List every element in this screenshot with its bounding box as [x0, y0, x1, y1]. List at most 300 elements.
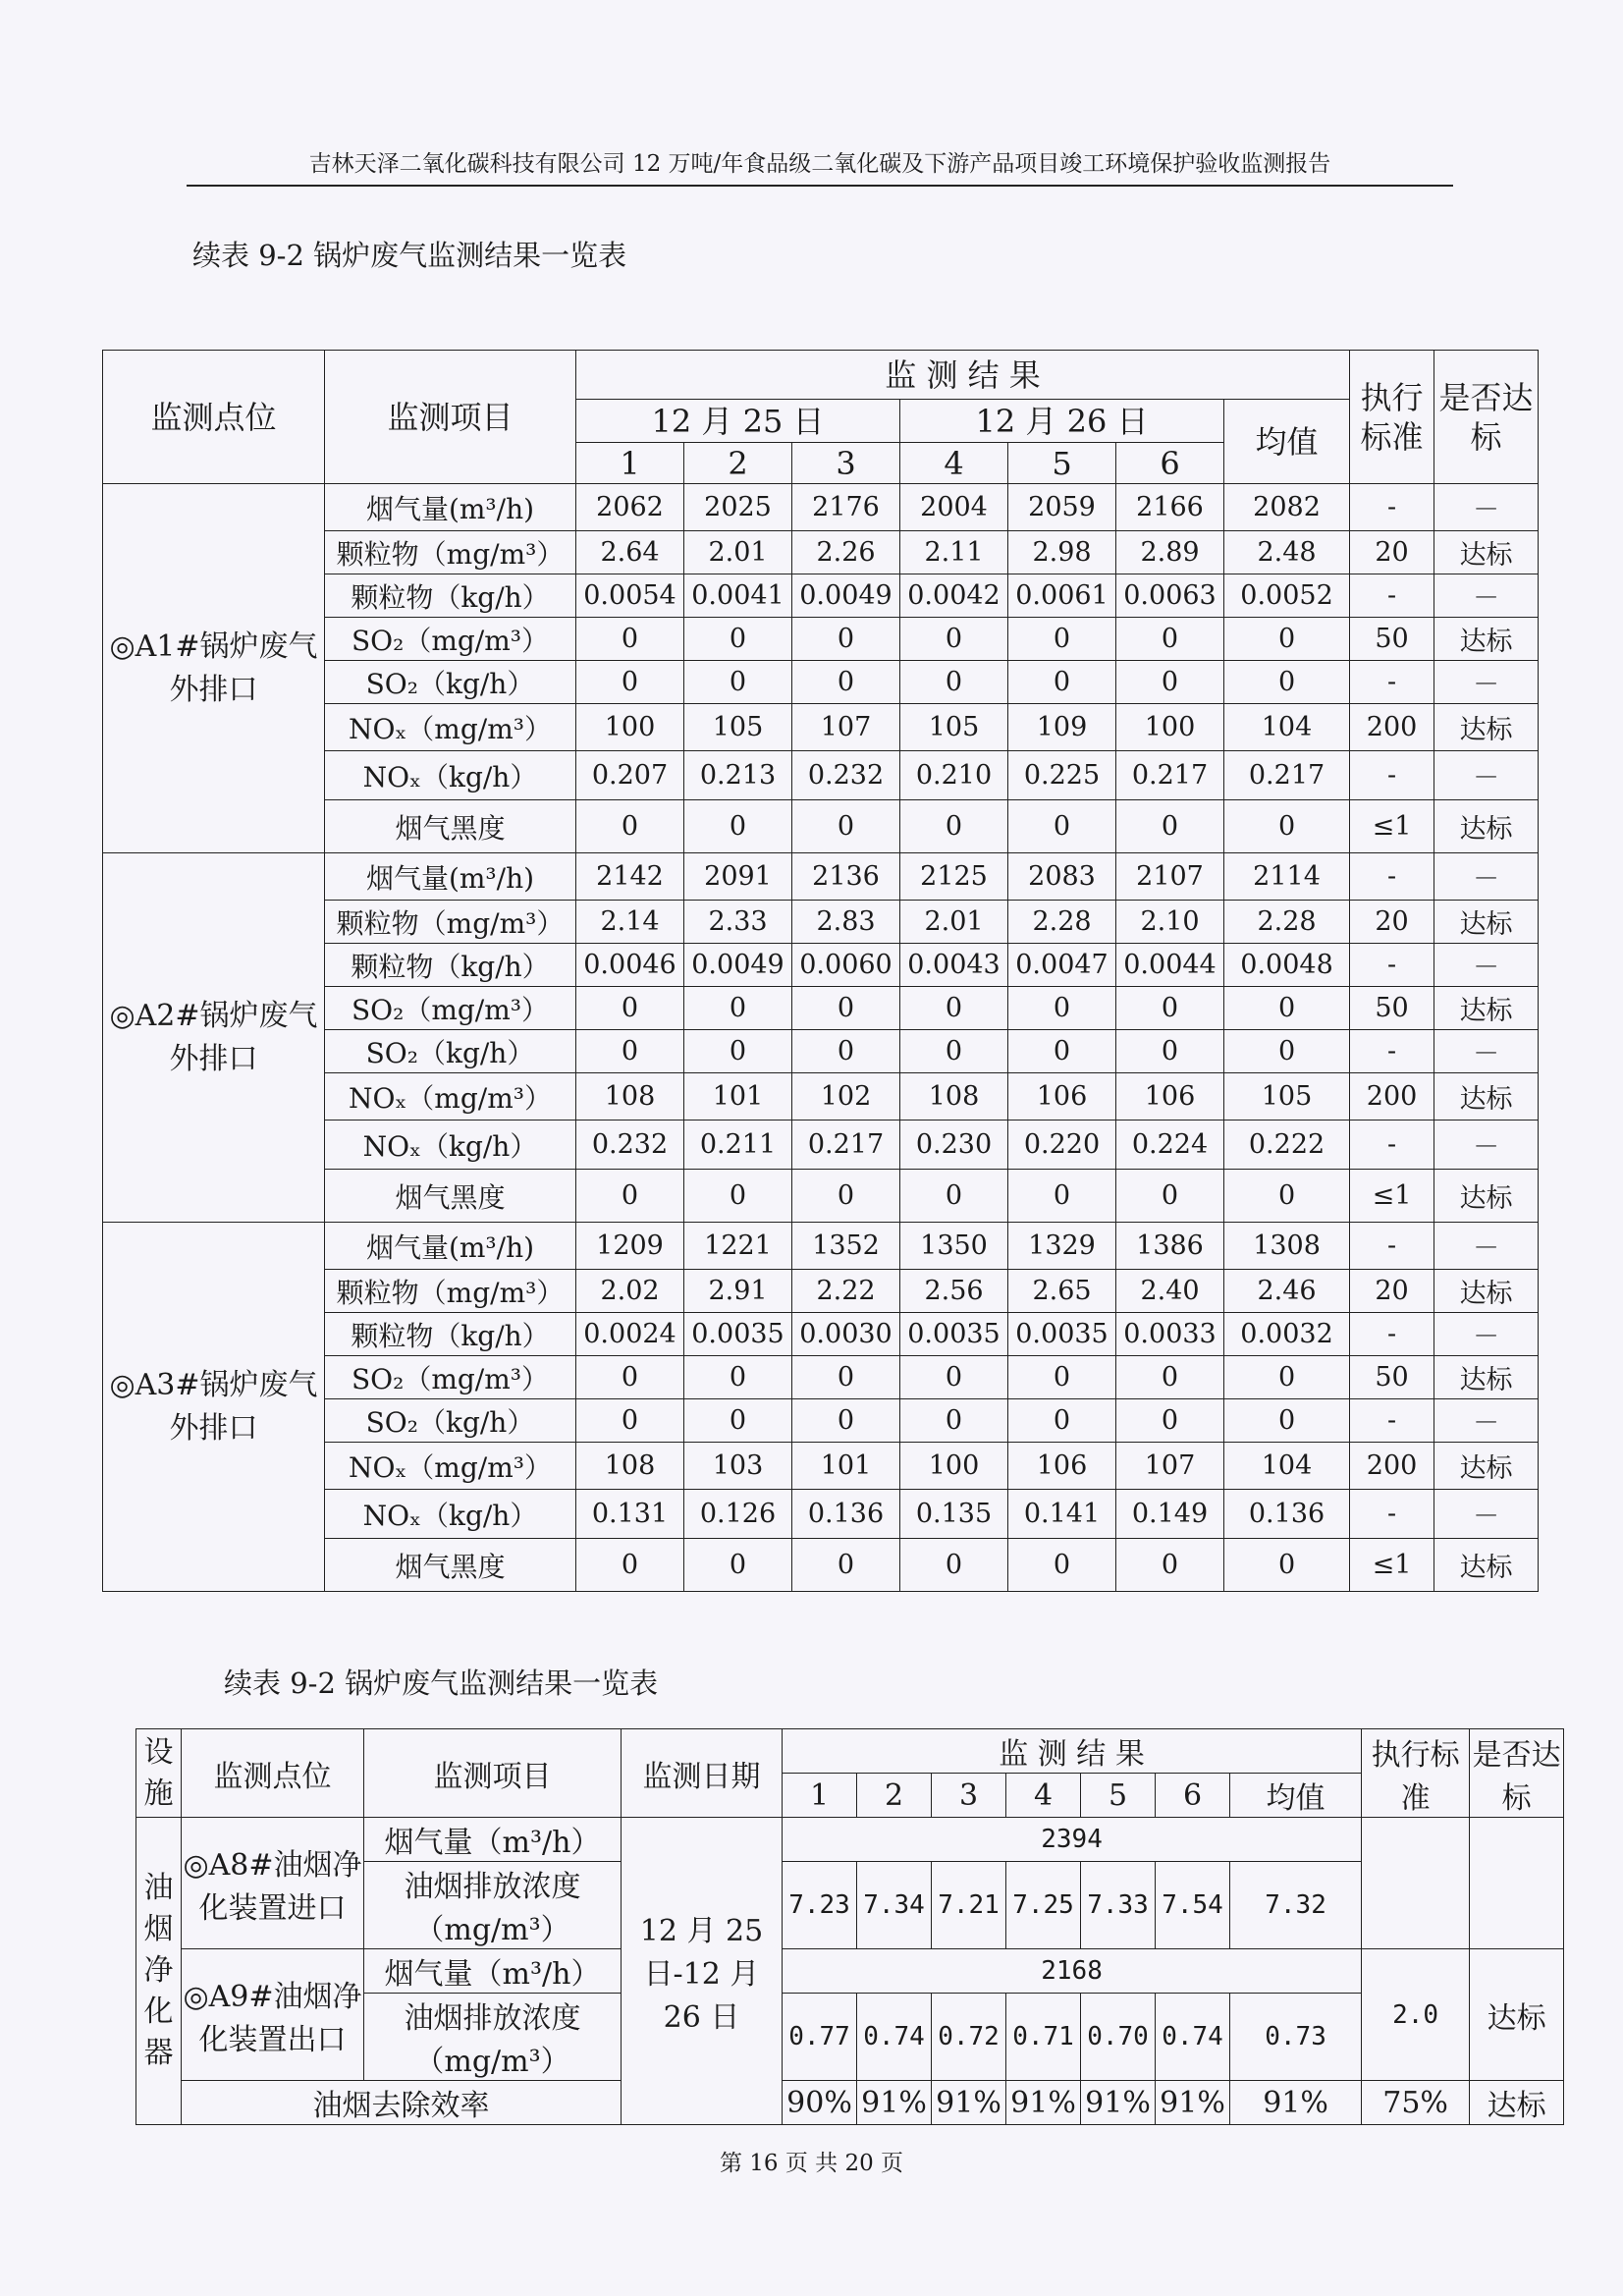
measured-value: 0.0049 — [684, 944, 792, 987]
measured-value: 0 — [792, 987, 900, 1030]
efficiency-value: 91% — [1081, 2081, 1156, 2125]
average-value: 0 — [1224, 1356, 1350, 1399]
measured-value: 1350 — [900, 1223, 1008, 1270]
monitoring-dates: 12 月 25 日-12 月 26 日 — [622, 1818, 783, 2125]
measured-value: 107 — [1116, 1443, 1224, 1490]
measured-value: 0.0035 — [1008, 1313, 1116, 1356]
average-value: 0.217 — [1224, 751, 1350, 800]
measured-value: 2.83 — [792, 901, 900, 944]
inlet-site: ◎A8#油烟净化装置进口 — [182, 1818, 364, 1949]
monitoring-item: 烟气黑度 — [325, 1539, 576, 1592]
measured-value: 2176 — [792, 484, 900, 531]
measured-value: 2.98 — [1008, 531, 1116, 574]
standard-value: ≤1 — [1350, 800, 1434, 853]
average-value: 104 — [1224, 704, 1350, 751]
measured-value: 0.210 — [900, 751, 1008, 800]
measured-value: 0.149 — [1116, 1490, 1224, 1539]
average-value: 2.28 — [1224, 901, 1350, 944]
standard-value: - — [1350, 1313, 1434, 1356]
header-results: 监 测 结 果 — [783, 1729, 1362, 1774]
measured-value: 0 — [792, 1356, 900, 1399]
average-value: 0 — [1224, 800, 1350, 853]
header-run: 1 — [576, 443, 684, 484]
measured-value: 0 — [684, 1539, 792, 1592]
monitoring-item: SO₂（kg/h） — [325, 1030, 576, 1073]
facility-name: 油烟净化器 — [136, 1818, 182, 2125]
outlet-value: 0.77 — [783, 1994, 857, 2081]
measured-value: 0 — [900, 618, 1008, 661]
compliance-status: － — [1434, 1030, 1539, 1073]
standard-value: - — [1350, 1223, 1434, 1270]
measured-value: 102 — [792, 1073, 900, 1121]
compliance-status: － — [1434, 661, 1539, 704]
monitoring-site: ◎A3#锅炉废气外排口 — [103, 1223, 325, 1592]
measured-value: 2166 — [1116, 484, 1224, 531]
header-date: 监测日期 — [622, 1729, 783, 1818]
standard-value: 50 — [1350, 1356, 1434, 1399]
measured-value: 0 — [1008, 618, 1116, 661]
compliance-status: 达标 — [1434, 901, 1539, 944]
measured-value: 0 — [792, 618, 900, 661]
average-value: 1308 — [1224, 1223, 1350, 1270]
standard-value: - — [1350, 1490, 1434, 1539]
measured-value: 108 — [576, 1443, 684, 1490]
measured-value: 0 — [792, 1030, 900, 1073]
measured-value: 103 — [684, 1443, 792, 1490]
outlet-value: 0.74 — [857, 1994, 932, 2081]
header-run: 6 — [1116, 443, 1224, 484]
monitoring-item: 颗粒物（kg/h） — [325, 574, 576, 618]
compliance-status: 达标 — [1434, 1270, 1539, 1313]
measured-value: 100 — [576, 704, 684, 751]
measured-value: 0.232 — [792, 751, 900, 800]
standard-value: - — [1350, 484, 1434, 531]
monitoring-site: ◎A2#锅炉废气外排口 — [103, 853, 325, 1223]
compliance-status: 达标 — [1434, 1170, 1539, 1223]
table2-caption: 续表 9-2 锅炉废气监测结果一览表 — [224, 1667, 659, 1700]
header-run: 1 — [783, 1774, 857, 1818]
monitoring-item: NOₓ（kg/h） — [325, 1490, 576, 1539]
measured-value: 0 — [900, 1030, 1008, 1073]
measured-value: 0 — [792, 1399, 900, 1443]
measured-value: 101 — [684, 1073, 792, 1121]
compliance-status: 达标 — [1434, 987, 1539, 1030]
measured-value: 0 — [1116, 1170, 1224, 1223]
header-facility: 设施 — [136, 1729, 182, 1818]
measured-value: 0.220 — [1008, 1121, 1116, 1170]
average-value: 0 — [1224, 618, 1350, 661]
standard-value: - — [1350, 1399, 1434, 1443]
measured-value: 0 — [792, 800, 900, 853]
measured-value: 100 — [900, 1443, 1008, 1490]
measured-value: 0.207 — [576, 751, 684, 800]
compliance-status: 达标 — [1434, 800, 1539, 853]
measured-value: 0 — [1116, 661, 1224, 704]
standard-value: - — [1350, 1030, 1434, 1073]
average-value: 105 — [1224, 1073, 1350, 1121]
efficiency-value: 91% — [1156, 2081, 1230, 2125]
measured-value: 0 — [792, 1539, 900, 1592]
measured-value: 0 — [1008, 1399, 1116, 1443]
measured-value: 0 — [576, 1030, 684, 1073]
measured-value: 107 — [792, 704, 900, 751]
measured-value: 2083 — [1008, 853, 1116, 901]
measured-value: 0.0041 — [684, 574, 792, 618]
measured-value: 2.40 — [1116, 1270, 1224, 1313]
monitoring-site: ◎A1#锅炉废气外排口 — [103, 484, 325, 853]
page-number: 第 16 页 共 20 页 — [719, 2151, 904, 2176]
monitoring-item: 烟气量(m³/h) — [325, 484, 576, 531]
outlet-flow-item: 烟气量（m³/h） — [364, 1949, 622, 1994]
measured-value: 0 — [684, 1356, 792, 1399]
standard-value: 50 — [1350, 987, 1434, 1030]
inlet-flow-item: 烟气量（m³/h） — [364, 1818, 622, 1862]
inlet-value: 7.33 — [1081, 1862, 1156, 1949]
outlet-value: 0.74 — [1156, 1994, 1230, 2081]
measured-value: 0 — [684, 1030, 792, 1073]
standard-value: 20 — [1350, 531, 1434, 574]
measured-value: 0 — [576, 800, 684, 853]
measured-value: 0.0030 — [792, 1313, 900, 1356]
measured-value: 0.225 — [1008, 751, 1116, 800]
monitoring-item: 烟气量(m³/h) — [325, 853, 576, 901]
average-value: 0 — [1224, 1170, 1350, 1223]
inlet-conc-item: 油烟排放浓度（mg/m³） — [364, 1862, 622, 1949]
standard-value: - — [1350, 944, 1434, 987]
measured-value: 0 — [576, 987, 684, 1030]
measured-value: 0 — [576, 661, 684, 704]
standard-value: 200 — [1350, 1073, 1434, 1121]
measured-value: 0.0060 — [792, 944, 900, 987]
outlet-flow-value: 2168 — [783, 1949, 1362, 1994]
measured-value: 0.136 — [792, 1490, 900, 1539]
compliance-status: － — [1434, 1490, 1539, 1539]
measured-value: 0.224 — [1116, 1121, 1224, 1170]
measured-value: 2004 — [900, 484, 1008, 531]
header-item: 监测项目 — [364, 1729, 622, 1818]
inlet-value: 7.23 — [783, 1862, 857, 1949]
inlet-average: 7.32 — [1230, 1862, 1362, 1949]
measured-value: 0.217 — [792, 1121, 900, 1170]
measured-value: 0.0061 — [1008, 574, 1116, 618]
table1-caption: 续表 9-2 锅炉废气监测结果一览表 — [192, 239, 627, 272]
header-compliance: 是否达标 — [1434, 351, 1539, 484]
measured-value: 0 — [900, 1356, 1008, 1399]
average-value: 0 — [1224, 661, 1350, 704]
boiler-exhaust-table — [102, 350, 1539, 1592]
header-average: 均值 — [1230, 1774, 1362, 1818]
inlet-value: 7.54 — [1156, 1862, 1230, 1949]
average-value: 0.222 — [1224, 1121, 1350, 1170]
measured-value: 0 — [576, 1539, 684, 1592]
measured-value: 2.22 — [792, 1270, 900, 1313]
measured-value: 0 — [1008, 1170, 1116, 1223]
table-row — [103, 1223, 1539, 1270]
measured-value: 0 — [1116, 1539, 1224, 1592]
header-compliance: 是否达标 — [1470, 1729, 1564, 1818]
measured-value: 106 — [1116, 1073, 1224, 1121]
measured-value: 0 — [1008, 800, 1116, 853]
measured-value: 0 — [576, 1170, 684, 1223]
measured-value: 109 — [1008, 704, 1116, 751]
measured-value: 0 — [684, 987, 792, 1030]
measured-value: 2.56 — [900, 1270, 1008, 1313]
monitoring-item: 颗粒物（kg/h） — [325, 1313, 576, 1356]
monitoring-item: NOₓ（kg/h） — [325, 751, 576, 800]
measured-value: 2091 — [684, 853, 792, 901]
header-run: 3 — [932, 1774, 1006, 1818]
average-value: 2.46 — [1224, 1270, 1350, 1313]
standard-value: - — [1350, 574, 1434, 618]
monitoring-item: SO₂（mg/m³） — [325, 987, 576, 1030]
monitoring-item: SO₂（mg/m³） — [325, 618, 576, 661]
monitoring-item: 烟气黑度 — [325, 1170, 576, 1223]
compliance-status: 达标 — [1434, 1539, 1539, 1592]
efficiency-value: 90% — [783, 2081, 857, 2125]
measured-value: 0.0049 — [792, 574, 900, 618]
measured-value: 105 — [900, 704, 1008, 751]
inlet-value: 7.25 — [1006, 1862, 1081, 1949]
measured-value: 0 — [684, 1170, 792, 1223]
measured-value: 108 — [900, 1073, 1008, 1121]
inlet-value: 7.21 — [932, 1862, 1006, 1949]
measured-value: 0 — [684, 800, 792, 853]
measured-value: 0.0044 — [1116, 944, 1224, 987]
measured-value: 0.0047 — [1008, 944, 1116, 987]
measured-value: 0 — [1116, 987, 1224, 1030]
measured-value: 0 — [900, 1399, 1008, 1443]
measured-value: 0 — [792, 661, 900, 704]
measured-value: 2.10 — [1116, 901, 1224, 944]
monitoring-item: NOₓ（mg/m³） — [325, 1443, 576, 1490]
compliance-status: － — [1434, 751, 1539, 800]
efficiency-average: 91% — [1230, 2081, 1362, 2125]
measured-value: 101 — [792, 1443, 900, 1490]
monitoring-item: 颗粒物（kg/h） — [325, 944, 576, 987]
measured-value: 2.01 — [684, 531, 792, 574]
measured-value: 0.0046 — [576, 944, 684, 987]
measured-value: 0 — [684, 618, 792, 661]
measured-value: 0 — [576, 1399, 684, 1443]
average-value: 104 — [1224, 1443, 1350, 1490]
measured-value: 2.28 — [1008, 901, 1116, 944]
measured-value: 0 — [900, 1539, 1008, 1592]
inlet-standard — [1362, 1818, 1470, 1949]
outlet-value: 0.70 — [1081, 1994, 1156, 2081]
measured-value: 0.0063 — [1116, 574, 1224, 618]
compliance-status: － — [1434, 574, 1539, 618]
measured-value: 2.01 — [900, 901, 1008, 944]
monitoring-item: NOₓ（mg/m³） — [325, 1073, 576, 1121]
header-run: 5 — [1008, 443, 1116, 484]
monitoring-item: NOₓ（mg/m³） — [325, 704, 576, 751]
outlet-standard: 2.0 — [1362, 1949, 1470, 2081]
measured-value: 2025 — [684, 484, 792, 531]
measured-value: 0.141 — [1008, 1490, 1116, 1539]
compliance-status: － — [1434, 944, 1539, 987]
standard-value: - — [1350, 751, 1434, 800]
header-date-2: 12 月 26 日 — [900, 400, 1224, 443]
average-value: 0 — [1224, 987, 1350, 1030]
table-row — [103, 484, 1539, 531]
average-value: 0 — [1224, 1030, 1350, 1073]
average-value: 0 — [1224, 1399, 1350, 1443]
measured-value: 2062 — [576, 484, 684, 531]
measured-value: 0 — [1008, 661, 1116, 704]
measured-value: 2.14 — [576, 901, 684, 944]
measured-value: 2.33 — [684, 901, 792, 944]
header-date-1: 12 月 25 日 — [576, 400, 900, 443]
compliance-status: 达标 — [1434, 1073, 1539, 1121]
monitoring-item: 烟气黑度 — [325, 800, 576, 853]
measured-value: 0 — [900, 987, 1008, 1030]
average-value: 0.0032 — [1224, 1313, 1350, 1356]
measured-value: 1352 — [792, 1223, 900, 1270]
measured-value: 0.126 — [684, 1490, 792, 1539]
monitoring-item: NOₓ（kg/h） — [325, 1121, 576, 1170]
measured-value: 1221 — [684, 1223, 792, 1270]
header-run: 2 — [684, 443, 792, 484]
standard-value: - — [1350, 853, 1434, 901]
report-header: 吉林天泽二氧化碳科技有限公司 12 万吨/年食品级二氧化碳及下游产品项目竣工环境保护验收监测报告 — [308, 151, 1331, 177]
outlet-conc-item: 油烟排放浓度（mg/m³） — [364, 1994, 622, 2081]
standard-value: - — [1350, 661, 1434, 704]
measured-value: 0 — [1116, 1356, 1224, 1399]
average-value: 0.0048 — [1224, 944, 1350, 987]
measured-value: 0.0042 — [900, 574, 1008, 618]
compliance-status: 达标 — [1434, 1443, 1539, 1490]
measured-value: 1386 — [1116, 1223, 1224, 1270]
measured-value: 0.0033 — [1116, 1313, 1224, 1356]
measured-value: 0.0054 — [576, 574, 684, 618]
measured-value: 0 — [1008, 1356, 1116, 1399]
measured-value: 2.64 — [576, 531, 684, 574]
efficiency-label: 油烟去除效率 — [182, 2081, 622, 2125]
monitoring-item: 颗粒物（mg/m³） — [325, 1270, 576, 1313]
measured-value: 2142 — [576, 853, 684, 901]
measured-value: 105 — [684, 704, 792, 751]
efficiency-value: 91% — [932, 2081, 1006, 2125]
compliance-status: 达标 — [1434, 1356, 1539, 1399]
outlet-value: 0.72 — [932, 1994, 1006, 2081]
measured-value: 0 — [1008, 1030, 1116, 1073]
compliance-status: － — [1434, 484, 1539, 531]
standard-value: ≤1 — [1350, 1170, 1434, 1223]
compliance-status: 达标 — [1434, 618, 1539, 661]
measured-value: 2.02 — [576, 1270, 684, 1313]
compliance-status: － — [1434, 1399, 1539, 1443]
oil-fume-table — [135, 1728, 1564, 2125]
measured-value: 2.89 — [1116, 531, 1224, 574]
measured-value: 0.0043 — [900, 944, 1008, 987]
measured-value: 0.0024 — [576, 1313, 684, 1356]
header-average: 均值 — [1224, 400, 1350, 484]
inlet-value: 7.34 — [857, 1862, 932, 1949]
header-run: 3 — [792, 443, 900, 484]
measured-value: 0 — [684, 661, 792, 704]
measured-value: 0.211 — [684, 1121, 792, 1170]
table-row — [103, 853, 1539, 901]
header-item: 监测项目 — [325, 351, 576, 484]
measured-value: 2107 — [1116, 853, 1224, 901]
measured-value: 0 — [900, 661, 1008, 704]
measured-value: 0.230 — [900, 1121, 1008, 1170]
measured-value: 0.135 — [900, 1490, 1008, 1539]
header-standard: 执行标准 — [1350, 351, 1434, 484]
compliance-status: － — [1434, 1121, 1539, 1170]
measured-value: 0.213 — [684, 751, 792, 800]
monitoring-item: 颗粒物（mg/m³） — [325, 531, 576, 574]
monitoring-item: SO₂（mg/m³） — [325, 1356, 576, 1399]
measured-value: 0 — [576, 1356, 684, 1399]
standard-value: - — [1350, 1121, 1434, 1170]
average-value: 2082 — [1224, 484, 1350, 531]
measured-value: 0 — [1116, 618, 1224, 661]
compliance-status: － — [1434, 853, 1539, 901]
compliance-status: 达标 — [1434, 704, 1539, 751]
measured-value: 2.91 — [684, 1270, 792, 1313]
header-run: 5 — [1081, 1774, 1156, 1818]
measured-value: 0 — [1008, 1539, 1116, 1592]
header-standard: 执行标准 — [1362, 1729, 1470, 1818]
measured-value: 0.0035 — [900, 1313, 1008, 1356]
header-run: 4 — [900, 443, 1008, 484]
average-value: 0.0052 — [1224, 574, 1350, 618]
monitoring-item: SO₂（kg/h） — [325, 1399, 576, 1443]
measured-value: 2125 — [900, 853, 1008, 901]
standard-value: 20 — [1350, 901, 1434, 944]
header-rule — [187, 185, 1453, 187]
measured-value: 2059 — [1008, 484, 1116, 531]
measured-value: 0 — [684, 1399, 792, 1443]
outlet-value: 0.71 — [1006, 1994, 1081, 2081]
monitoring-item: 烟气量(m³/h) — [325, 1223, 576, 1270]
measured-value: 0 — [900, 800, 1008, 853]
outlet-average: 0.73 — [1230, 1994, 1362, 2081]
header-run: 2 — [857, 1774, 932, 1818]
header-site: 监测点位 — [103, 351, 325, 484]
standard-value: ≤1 — [1350, 1539, 1434, 1592]
outlet-site: ◎A9#油烟净化装置出口 — [182, 1949, 364, 2081]
measured-value: 0.232 — [576, 1121, 684, 1170]
measured-value: 2.11 — [900, 531, 1008, 574]
compliance-status: － — [1434, 1223, 1539, 1270]
efficiency-value: 91% — [1006, 2081, 1081, 2125]
measured-value: 106 — [1008, 1443, 1116, 1490]
measured-value: 0 — [576, 618, 684, 661]
measured-value: 2136 — [792, 853, 900, 901]
measured-value: 0 — [1116, 1399, 1224, 1443]
average-value: 2.48 — [1224, 531, 1350, 574]
measured-value: 0.131 — [576, 1490, 684, 1539]
measured-value: 100 — [1116, 704, 1224, 751]
header-run: 4 — [1006, 1774, 1081, 1818]
average-value: 0.136 — [1224, 1490, 1350, 1539]
measured-value: 2.26 — [792, 531, 900, 574]
measured-value: 0 — [1008, 987, 1116, 1030]
header-site: 监测点位 — [182, 1729, 364, 1818]
average-value: 0 — [1224, 1539, 1350, 1592]
measured-value: 1329 — [1008, 1223, 1116, 1270]
inlet-flow-value: 2394 — [783, 1818, 1362, 1862]
standard-value: 200 — [1350, 1443, 1434, 1490]
efficiency-standard: 75% — [1362, 2081, 1470, 2125]
efficiency-compliance: 达标 — [1470, 2081, 1564, 2125]
outlet-compliance: 达标 — [1470, 1949, 1564, 2081]
measured-value: 0 — [1116, 800, 1224, 853]
measured-value: 0.217 — [1116, 751, 1224, 800]
monitoring-item: SO₂（kg/h） — [325, 661, 576, 704]
